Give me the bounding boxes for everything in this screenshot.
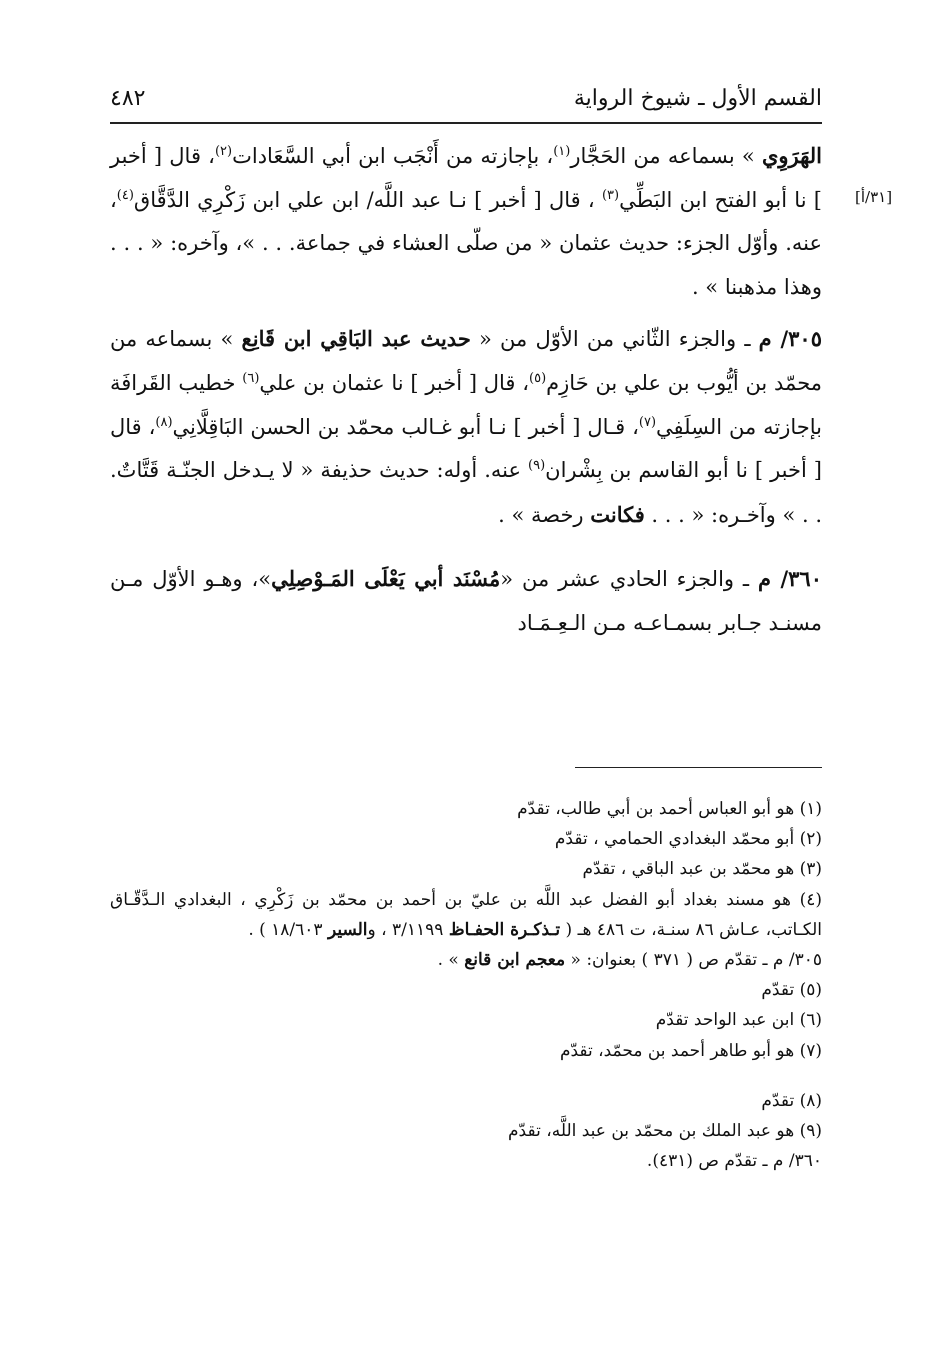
footnote-360: ٣٦٠/ م ـ تقدّم ص (٤٣١). — [646, 1151, 822, 1172]
footnote-ref[interactable]: (٥) — [529, 370, 547, 386]
footnote-ref[interactable]: (٧) — [638, 414, 657, 430]
source-title-bold: تـذكـرة الحفـاظ — [448, 919, 561, 940]
work-title-bold: حديث عبد البَاقِي ابن قَانِع — [241, 326, 471, 352]
footnote-305 — [110, 945, 822, 975]
entry-305 — [110, 317, 822, 537]
manuscript-folio-marker: [٣١/أ] — [855, 188, 893, 206]
text-run: ، قال [ أخبر ] نـا عبد اللَّه/ ابن علي ابن زَكْرِي الدَّقَّاق — [133, 187, 602, 212]
text-run: عنه. أوله: حديث حذيفة « لا يـدخل الجنّـة قَتَّاتٌ. . . » وآخـره: « . . . — [110, 458, 822, 527]
footnote-ref[interactable]: (٩) — [528, 458, 546, 474]
footnote-6: (٦) ابن عبد الواحد تقدّم — [655, 1010, 822, 1031]
footnote-rule — [575, 767, 822, 768]
text-run: ، عنه. وأوّل الجزء: حديث عثمان « من صلّى العشاء في جماعة. . . »، وآخره: « . . . وهذا مذهبنا » . — [110, 187, 822, 299]
main-text — [110, 134, 822, 646]
page-header — [110, 84, 822, 120]
entry-number: ٣٦٠/ م — [757, 566, 822, 592]
text-run: ٣/١١٩٩ ، و — [367, 919, 449, 940]
text-run: ، قال [ أخبر ] نا أبو الفتح ابن البَطِّي — [110, 144, 822, 212]
text-run: ـ والجزء الحادي عشر من « — [500, 567, 758, 592]
footnote-9: (٩) هو عبد الملك بن محمّد بن عبد اللَّه، تقدّم — [508, 1121, 822, 1142]
text-run: (٤) هو مسند بغداد أبو الفضل عبد اللَّه بن عليّ بن أحمد بن محمّد بن زَكْرِي ، البغدادي الـدَّقّـاق الكـاتب، عـاش ٨٦ سنـة، ت ٤٨٦ هـ ( — [110, 889, 822, 940]
running-title: القسم الأول ـ شيوخ الرواية — [573, 86, 822, 111]
text-run: ٣٠٥/ م ـ تقدّم ص ( ٣٧١ ) بعنوان: « — [565, 950, 822, 971]
footnote-5: (٥) تقدّم — [761, 980, 822, 1001]
footnote-1: (١) هو أبو العباس أحمد بن أبي طالب، تقدّم — [517, 799, 822, 819]
footnote-ref[interactable]: (٢) — [214, 144, 233, 159]
text-run: ، قـال [ أخبر ] نـا أبو غـالب محمّد بن الحسن البَاقِلَّانِي — [172, 414, 639, 439]
text-run: خطيب القَرافَة بإجازته من السِلَفِي — [110, 370, 823, 439]
footnote-2: (٢) أبو محمّد البغدادي الحمامي ، تقدّم — [554, 829, 822, 850]
page-number: ٤٨٢ — [110, 86, 146, 111]
footnote-ref[interactable]: (٣) — [601, 187, 620, 203]
text-run: ١٨/٦٠٣ ) . — [248, 919, 328, 940]
footnote-ref[interactable]: (٦) — [242, 370, 260, 386]
footnotes — [110, 794, 822, 1176]
text-run: ـ والجزء الثّاني من الأوّل من « — [470, 327, 759, 352]
text-run: » بسماعه من محمّد بن أيُّوب بن علي بن حَازِم — [110, 327, 823, 395]
footnote-3: (٣) هو محمّد بن عبد الباقي ، تقدّم — [582, 859, 822, 880]
source-title-bold: معجم ابن قانع — [464, 950, 566, 971]
footnote-8: (٨) تقدّم — [761, 1090, 822, 1111]
text-run: رخصة » . — [498, 502, 591, 527]
paragraph-continuation — [110, 134, 822, 309]
text-run: » . — [437, 950, 465, 971]
footnote-ref[interactable]: (١) — [553, 144, 571, 159]
footnote-4 — [110, 885, 822, 945]
text-run: » بسماعه من الحَجَّار — [570, 144, 762, 168]
bold-word: فكانت — [590, 501, 645, 527]
text-run: ، قال [ أخبر ] نا عثمان بن علي — [259, 370, 530, 395]
name-bold: الهَرَوِي — [761, 143, 823, 168]
text-run: ، بإجازته من أَنْجَب ابن أبي السَّعَادات — [232, 144, 554, 168]
work-title-bold: مُسْنَد أبي يَعْلَى المَـوْصِلِي — [271, 566, 501, 592]
footnote-ref[interactable]: (٤) — [116, 187, 134, 203]
footnote-ref[interactable]: (٨) — [155, 414, 173, 430]
header-rule — [110, 122, 822, 124]
footnote-7: (٧) هو أبو طاهر أحمد بن محمّد، تقدّم — [559, 1040, 822, 1061]
text-run: ، قال [ أخبر ] نا أبو القاسم بن بِشْران — [110, 414, 822, 483]
entry-360 — [110, 557, 822, 645]
entry-number: ٣٠٥/ م — [758, 326, 822, 352]
text-run: »، وهـو الأوّل مـن مسنـد جـابر بسمـاعـه مـن الـعِـمَـاد — [110, 567, 822, 635]
source-title-bold: السير — [327, 919, 368, 940]
